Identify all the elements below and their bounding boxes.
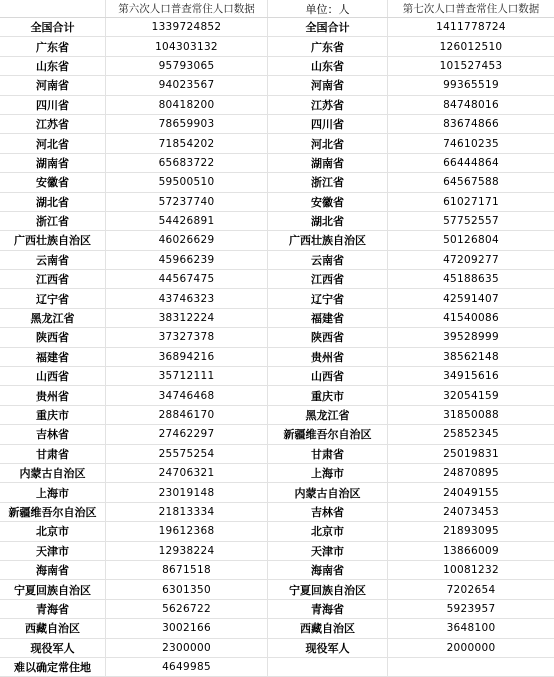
population-census6[interactable]: 44567475: [106, 270, 268, 288]
population-census7[interactable]: 34915616: [443, 370, 499, 383]
region-name-census7[interactable]: 内蒙古自治区: [268, 483, 388, 501]
population-census6[interactable]: 4649985: [106, 658, 268, 676]
population-census7[interactable]: 25852345: [443, 428, 499, 441]
table-row: [0, 115, 554, 134]
region-name-census6[interactable]: 河南省: [0, 76, 106, 94]
population-census7[interactable]: 57752557: [443, 215, 499, 228]
region-name-census6[interactable]: 现役军人: [0, 639, 106, 657]
population-census7[interactable]: 74610235: [443, 137, 499, 150]
table-row: [0, 425, 554, 444]
region-name-census6[interactable]: 上海市: [0, 483, 106, 501]
population-census6[interactable]: 27462297: [106, 425, 268, 443]
region-name-census7[interactable]: 山西省: [268, 367, 388, 385]
table-row: [0, 251, 554, 270]
population-census7[interactable]: 99365519: [443, 79, 499, 92]
population-census6[interactable]: 38312224: [106, 309, 268, 327]
table-row: [0, 386, 554, 405]
table-row: [0, 522, 554, 541]
region-name-census7[interactable]: 广西壮族自治区: [268, 231, 388, 249]
table-row: [0, 580, 554, 599]
population-census7[interactable]: 32054159: [443, 389, 499, 402]
table-row: [0, 18, 554, 37]
region-name-census7[interactable]: 四川省: [268, 115, 388, 133]
region-name-census6[interactable]: 重庆市: [0, 406, 106, 424]
population-census7[interactable]: 39528999: [443, 331, 499, 344]
population-census6[interactable]: 1339724852: [106, 18, 268, 36]
population-census7[interactable]: 66444864: [443, 156, 499, 169]
region-name-census7[interactable]: 海南省: [268, 561, 388, 579]
population-census7[interactable]: 38562148: [443, 350, 499, 363]
region-name-census6[interactable]: 湖北省: [0, 193, 106, 211]
region-name-census7[interactable]: 黑龙江省: [268, 406, 388, 424]
region-name-census7[interactable]: 全国合计: [268, 18, 388, 36]
population-census6[interactable]: 54426891: [106, 212, 268, 230]
population-census6[interactable]: 34746468: [106, 386, 268, 404]
population-census7[interactable]: 84748016: [443, 98, 499, 111]
population-census6[interactable]: 23019148: [106, 483, 268, 501]
region-name-census6[interactable]: 黑龙江省: [0, 309, 106, 327]
population-census7[interactable]: 7202654: [446, 583, 496, 596]
population-census6[interactable]: 36894216: [106, 348, 268, 366]
region-name-census6[interactable]: 内蒙古自治区: [0, 464, 106, 482]
table-row: [0, 445, 554, 464]
region-name-census7[interactable]: 辽宁省: [268, 289, 388, 307]
population-census6[interactable]: 95793065: [106, 57, 268, 75]
region-name-census6[interactable]: 宁夏回族自治区: [0, 580, 106, 598]
region-name-census7[interactable]: 江苏省: [268, 96, 388, 114]
population-census6[interactable]: 5626722: [106, 600, 268, 618]
population-census7[interactable]: 31850088: [443, 409, 499, 421]
header-census6[interactable]: 第六次人口普查常住人口数据: [106, 0, 268, 17]
region-name-census6[interactable]: 江苏省: [0, 115, 106, 133]
population-census6[interactable]: 57237740: [106, 193, 268, 211]
table-row: [0, 367, 554, 386]
region-name-census7[interactable]: 北京市: [268, 522, 388, 540]
population-census7[interactable]: 3648100: [446, 622, 496, 635]
region-name-census7[interactable]: 吉林省: [268, 503, 388, 521]
region-name-census7[interactable]: 贵州省: [268, 348, 388, 366]
population-census6[interactable]: 71854202: [106, 134, 268, 152]
region-name-census7[interactable]: 甘肃省: [268, 445, 388, 463]
population-census6[interactable]: 6301350: [106, 580, 268, 598]
table-row: [0, 193, 554, 212]
region-name-census6[interactable]: 安徽省: [0, 173, 106, 191]
table-row: [0, 503, 554, 522]
region-name-census7[interactable]: 河南省: [268, 76, 388, 94]
table-row: [0, 348, 554, 367]
population-census6[interactable]: 43746323: [106, 289, 268, 307]
region-name-census6[interactable]: 云南省: [0, 251, 106, 269]
table-row: [0, 231, 554, 250]
table-row: [0, 96, 554, 115]
table-row: [0, 76, 554, 95]
table-row: [0, 464, 554, 483]
table-row: [0, 542, 554, 561]
region-name-census6[interactable]: 北京市: [0, 522, 106, 540]
population-census6[interactable]: 3002166: [106, 619, 268, 637]
region-name-census7[interactable]: 陕西省: [268, 328, 388, 346]
population-census7[interactable]: 101527453: [439, 59, 503, 72]
population-census6[interactable]: 80418200: [106, 96, 268, 114]
population-census7[interactable]: 21893095: [443, 525, 499, 538]
population-census6[interactable]: 28846170: [106, 406, 268, 424]
region-name-census7[interactable]: 重庆市: [268, 386, 388, 404]
region-name-census6[interactable]: 河北省: [0, 134, 106, 152]
population-census7[interactable]: 2000000: [446, 641, 496, 654]
population-census6[interactable]: 59500510: [106, 173, 268, 191]
population-census7[interactable]: [388, 658, 554, 676]
population-census6[interactable]: 104303132: [106, 37, 268, 55]
region-name-census6[interactable]: 四川省: [0, 96, 106, 114]
table-row: [0, 406, 554, 425]
table-body: [0, 18, 554, 677]
table-row: [0, 212, 554, 231]
header-census7[interactable]: 第七次人口普查常住人口数据: [402, 3, 540, 15]
population-census7[interactable]: 47209277: [443, 253, 499, 266]
table-row: [0, 57, 554, 76]
region-name-census6[interactable]: 山西省: [0, 367, 106, 385]
table-row: [0, 328, 554, 347]
region-name-census7[interactable]: 云南省: [268, 251, 388, 269]
population-census6[interactable]: 21813334: [106, 503, 268, 521]
population-census6[interactable]: 94023567: [106, 76, 268, 94]
table-row: [0, 600, 554, 619]
region-name-census6[interactable]: 天津市: [0, 542, 106, 560]
region-name-census7[interactable]: 广东省: [268, 37, 388, 55]
population-census7[interactable]: 61027171: [443, 195, 499, 208]
header-row: [0, 0, 554, 18]
population-census7[interactable]: 13866009: [443, 544, 499, 557]
region-name-census6[interactable]: 难以确定常住地: [0, 658, 106, 676]
population-census6[interactable]: 35712111: [106, 367, 268, 385]
region-name-census6[interactable]: 吉林省: [0, 425, 106, 443]
region-name-census6[interactable]: 广东省: [0, 37, 106, 55]
region-name-census6[interactable]: 浙江省: [0, 212, 106, 230]
population-census7[interactable]: 50126804: [443, 234, 499, 247]
region-name-census6[interactable]: 湖南省: [0, 154, 106, 172]
region-name-census6[interactable]: 贵州省: [0, 386, 106, 404]
region-name-census7[interactable]: 浙江省: [268, 173, 388, 191]
table-row: [0, 483, 554, 502]
region-name-census6[interactable]: 海南省: [0, 561, 106, 579]
header-cell-blank[interactable]: [0, 0, 106, 17]
population-census6[interactable]: 45966239: [106, 251, 268, 269]
population-census6[interactable]: 12938224: [106, 542, 268, 560]
population-census7[interactable]: 25019831: [443, 447, 499, 460]
region-name-census6[interactable]: 甘肃省: [0, 445, 106, 463]
table-row: [0, 37, 554, 56]
population-census7[interactable]: 64567588: [443, 176, 499, 189]
header-unit[interactable]: 单位：人: [268, 0, 388, 17]
population-census7[interactable]: 24073453: [443, 505, 499, 518]
population-census7[interactable]: 24870895: [443, 467, 499, 480]
region-name-census6[interactable]: 广西壮族自治区: [0, 231, 106, 249]
region-name-census7[interactable]: 山东省: [268, 57, 388, 75]
population-census7[interactable]: 126012510: [439, 40, 503, 53]
region-name-census6[interactable]: 青海省: [0, 600, 106, 618]
population-census7[interactable]: 41540086: [443, 312, 499, 325]
region-name-census7[interactable]: 河北省: [268, 134, 388, 152]
region-name-census7[interactable]: 青海省: [268, 600, 388, 618]
region-name-census6[interactable]: 山东省: [0, 57, 106, 75]
population-census7[interactable]: 1411778724: [436, 21, 506, 34]
population-census7[interactable]: 45188635: [443, 273, 499, 286]
table-row: [0, 658, 554, 677]
table-row: [0, 154, 554, 173]
region-name-census7[interactable]: 天津市: [268, 542, 388, 560]
population-census6[interactable]: 65683722: [106, 154, 268, 172]
population-census6[interactable]: 2300000: [106, 639, 268, 657]
population-census6[interactable]: 19612368: [106, 522, 268, 540]
population-census6[interactable]: 8671518: [106, 561, 268, 579]
population-census6[interactable]: 78659903: [106, 115, 268, 133]
table-row: [0, 309, 554, 328]
population-census6[interactable]: 46026629: [106, 231, 268, 249]
region-name-census7[interactable]: 湖南省: [268, 154, 388, 172]
region-name-census7[interactable]: 宁夏回族自治区: [268, 580, 388, 598]
region-name-census7[interactable]: 福建省: [268, 309, 388, 327]
region-name-census7[interactable]: [268, 658, 388, 676]
table-row: [0, 289, 554, 308]
region-name-census7[interactable]: 西藏自治区: [268, 619, 388, 637]
region-name-census6[interactable]: 辽宁省: [0, 289, 106, 307]
table-row: [0, 561, 554, 580]
table-row: [0, 619, 554, 638]
table-row: [0, 639, 554, 658]
region-name-census6[interactable]: 全国合计: [0, 18, 106, 36]
region-name-census6[interactable]: 江西省: [0, 270, 106, 288]
population-census7[interactable]: 42591407: [443, 292, 499, 305]
region-name-census7[interactable]: 新疆维吾尔自治区: [268, 425, 388, 443]
region-name-census7[interactable]: 江西省: [268, 270, 388, 288]
population-census7[interactable]: 10081232: [443, 564, 499, 577]
region-name-census7[interactable]: 现役军人: [268, 639, 388, 657]
population-census7[interactable]: 5923957: [446, 602, 496, 615]
population-census7[interactable]: 83674866: [443, 118, 499, 131]
region-name-census6[interactable]: 新疆维吾尔自治区: [0, 503, 106, 521]
population-census6[interactable]: 24706321: [106, 464, 268, 482]
region-name-census6[interactable]: 西藏自治区: [0, 619, 106, 637]
region-name-census6[interactable]: 福建省: [0, 348, 106, 366]
region-name-census6[interactable]: 陕西省: [0, 328, 106, 346]
population-census6[interactable]: 25575254: [106, 445, 268, 463]
population-census6[interactable]: 37327378: [106, 328, 268, 346]
region-name-census7[interactable]: 安徽省: [268, 193, 388, 211]
table-row: [0, 134, 554, 153]
table-row: [0, 270, 554, 289]
table-row: [0, 173, 554, 192]
region-name-census7[interactable]: 湖北省: [268, 212, 388, 230]
population-census7[interactable]: 24049155: [443, 486, 499, 499]
region-name-census7[interactable]: 上海市: [268, 464, 388, 482]
